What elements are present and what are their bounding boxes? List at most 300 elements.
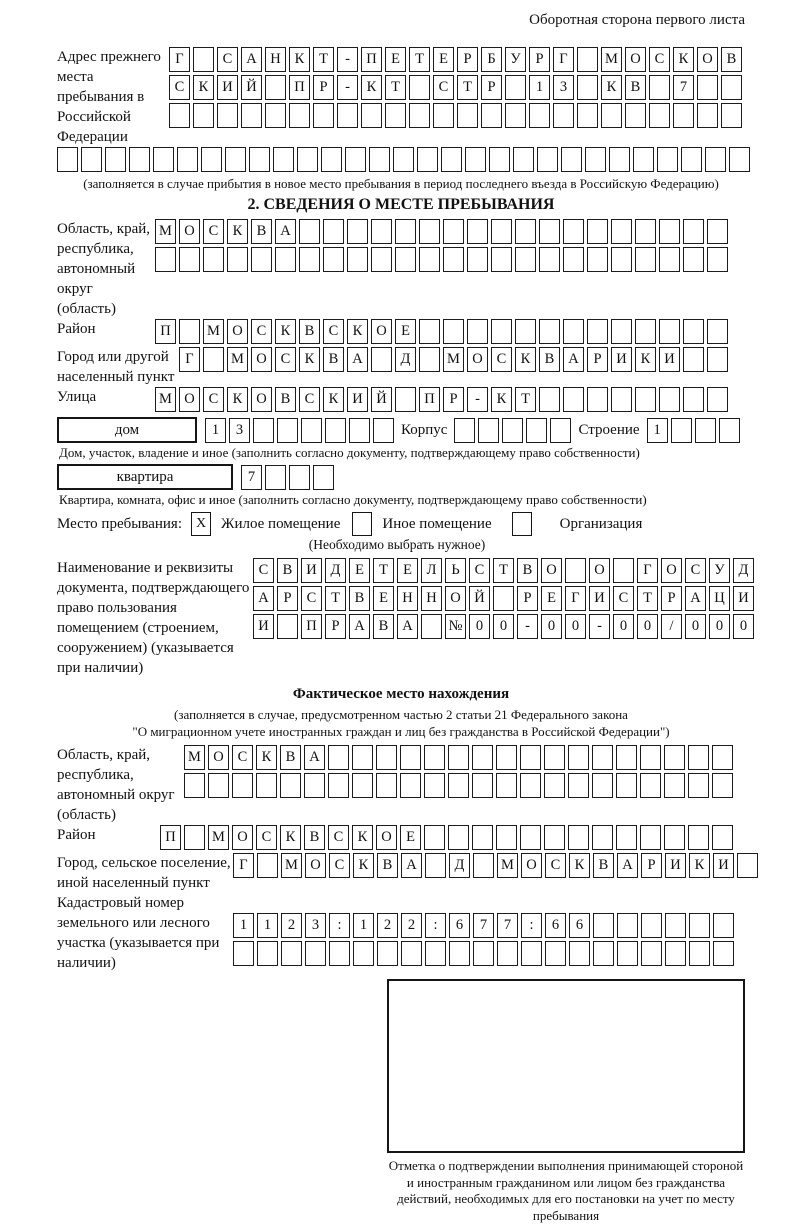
char-cell[interactable]	[299, 247, 320, 272]
char-cell[interactable]	[184, 825, 205, 850]
char-cell[interactable]	[659, 247, 680, 272]
char-cell[interactable]: К	[353, 853, 374, 878]
char-cell[interactable]	[673, 103, 694, 128]
char-cell[interactable]	[664, 773, 685, 798]
char-cell[interactable]: И	[665, 853, 686, 878]
char-cell[interactable]: Е	[433, 47, 454, 72]
char-cell[interactable]	[721, 103, 742, 128]
char-cell[interactable]: :	[329, 913, 350, 938]
char-cell[interactable]	[521, 941, 542, 966]
char-cell[interactable]	[671, 418, 692, 443]
char-cell[interactable]: О	[445, 586, 466, 611]
char-cell[interactable]: К	[361, 75, 382, 100]
char-cell[interactable]: С	[433, 75, 454, 100]
char-cell[interactable]	[424, 745, 445, 770]
char-cell[interactable]	[496, 825, 517, 850]
char-cell[interactable]: Т	[409, 47, 430, 72]
char-cell[interactable]	[688, 773, 709, 798]
char-cell[interactable]: Р	[443, 387, 464, 412]
char-cell[interactable]	[563, 219, 584, 244]
char-cell[interactable]: В	[593, 853, 614, 878]
char-cell[interactable]	[587, 219, 608, 244]
char-cell[interactable]	[347, 219, 368, 244]
char-cell[interactable]: Й	[371, 387, 392, 412]
char-cell[interactable]: 0	[493, 614, 514, 639]
char-cell[interactable]: С	[328, 825, 349, 850]
char-cell[interactable]: П	[361, 47, 382, 72]
char-cell[interactable]: 0	[733, 614, 754, 639]
char-cell[interactable]	[592, 773, 613, 798]
char-cell[interactable]: 0	[565, 614, 586, 639]
char-cell[interactable]	[257, 853, 278, 878]
char-cell[interactable]: Е	[385, 47, 406, 72]
char-cell[interactable]	[544, 745, 565, 770]
char-cell[interactable]	[369, 147, 390, 172]
char-cell[interactable]	[544, 773, 565, 798]
char-cell[interactable]: О	[232, 825, 253, 850]
char-cell[interactable]: 3	[305, 913, 326, 938]
char-cell[interactable]	[665, 941, 686, 966]
char-cell[interactable]	[688, 825, 709, 850]
char-cell[interactable]	[587, 319, 608, 344]
char-cell[interactable]: Н	[421, 586, 442, 611]
char-cell[interactable]	[616, 773, 637, 798]
char-cell[interactable]: Ц	[709, 586, 730, 611]
char-cell[interactable]: М	[203, 319, 224, 344]
char-cell[interactable]	[481, 103, 502, 128]
char-cell[interactable]	[520, 773, 541, 798]
char-cell[interactable]	[707, 347, 728, 372]
char-cell[interactable]	[505, 103, 526, 128]
char-cell[interactable]	[409, 103, 430, 128]
char-cell[interactable]	[400, 773, 421, 798]
char-cell[interactable]	[664, 825, 685, 850]
char-cell[interactable]: А	[253, 586, 274, 611]
char-cell[interactable]: С	[251, 319, 272, 344]
char-cell[interactable]	[609, 147, 630, 172]
char-cell[interactable]: В	[304, 825, 325, 850]
char-cell[interactable]: В	[277, 558, 298, 583]
char-cell[interactable]: К	[601, 75, 622, 100]
char-cell[interactable]	[601, 103, 622, 128]
char-cell[interactable]: Д	[395, 347, 416, 372]
char-cell[interactable]: Г	[553, 47, 574, 72]
char-cell[interactable]: 1	[353, 913, 374, 938]
char-cell[interactable]	[473, 853, 494, 878]
char-cell[interactable]: С	[203, 219, 224, 244]
char-cell[interactable]	[681, 147, 702, 172]
char-cell[interactable]	[635, 247, 656, 272]
char-cell[interactable]	[496, 773, 517, 798]
char-cell[interactable]	[419, 319, 440, 344]
char-cell[interactable]: 2	[401, 913, 422, 938]
char-cell[interactable]: А	[304, 745, 325, 770]
char-cell[interactable]: 1	[257, 913, 278, 938]
char-cell[interactable]: 6	[569, 913, 590, 938]
char-cell[interactable]: П	[160, 825, 181, 850]
char-cell[interactable]	[616, 825, 637, 850]
char-cell[interactable]: Г	[637, 558, 658, 583]
char-cell[interactable]	[613, 558, 634, 583]
char-cell[interactable]	[489, 147, 510, 172]
char-cell[interactable]	[441, 147, 462, 172]
char-cell[interactable]	[493, 586, 514, 611]
char-cell[interactable]	[649, 103, 670, 128]
char-cell[interactable]	[537, 147, 558, 172]
char-cell[interactable]	[707, 219, 728, 244]
char-cell[interactable]	[297, 147, 318, 172]
char-cell[interactable]	[561, 147, 582, 172]
char-cell[interactable]: Е	[397, 558, 418, 583]
char-cell[interactable]: О	[697, 47, 718, 72]
char-cell[interactable]	[153, 147, 174, 172]
char-cell[interactable]: 1	[529, 75, 550, 100]
char-cell[interactable]: О	[251, 387, 272, 412]
char-cell[interactable]: С	[232, 745, 253, 770]
char-cell[interactable]: У	[709, 558, 730, 583]
char-cell[interactable]	[323, 219, 344, 244]
char-cell[interactable]: Р	[457, 47, 478, 72]
char-cell[interactable]	[448, 825, 469, 850]
char-cell[interactable]: И	[713, 853, 734, 878]
char-cell[interactable]	[419, 247, 440, 272]
char-cell[interactable]	[611, 319, 632, 344]
char-cell[interactable]	[568, 825, 589, 850]
char-cell[interactable]	[329, 941, 350, 966]
char-cell[interactable]	[193, 103, 214, 128]
char-cell[interactable]	[577, 47, 598, 72]
char-cell[interactable]	[593, 941, 614, 966]
char-cell[interactable]	[713, 941, 734, 966]
char-cell[interactable]: Р	[641, 853, 662, 878]
char-cell[interactable]	[569, 941, 590, 966]
char-cell[interactable]	[491, 219, 512, 244]
char-cell[interactable]	[179, 247, 200, 272]
char-cell[interactable]	[373, 418, 394, 443]
char-cell[interactable]	[337, 103, 358, 128]
char-cell[interactable]: И	[253, 614, 274, 639]
char-cell[interactable]: А	[347, 347, 368, 372]
char-cell[interactable]	[683, 247, 704, 272]
char-cell[interactable]: П	[289, 75, 310, 100]
char-cell[interactable]	[539, 319, 560, 344]
char-cell[interactable]: Г	[565, 586, 586, 611]
char-cell[interactable]: /	[661, 614, 682, 639]
char-cell[interactable]	[640, 745, 661, 770]
char-cell[interactable]: К	[347, 319, 368, 344]
char-cell[interactable]	[265, 75, 286, 100]
char-cell[interactable]: Д	[733, 558, 754, 583]
char-cell[interactable]: Т	[493, 558, 514, 583]
char-cell[interactable]: Г	[179, 347, 200, 372]
char-cell[interactable]: С	[253, 558, 274, 583]
char-cell[interactable]	[467, 247, 488, 272]
char-cell[interactable]	[502, 418, 523, 443]
char-cell[interactable]	[323, 247, 344, 272]
checkbox-residential[interactable]: X	[191, 512, 211, 536]
char-cell[interactable]: Е	[349, 558, 370, 583]
char-cell[interactable]	[659, 387, 680, 412]
char-cell[interactable]: С	[203, 387, 224, 412]
char-cell[interactable]	[539, 387, 560, 412]
char-cell[interactable]	[737, 853, 758, 878]
char-cell[interactable]: О	[208, 745, 229, 770]
char-cell[interactable]: С	[275, 347, 296, 372]
char-cell[interactable]	[299, 219, 320, 244]
char-cell[interactable]	[376, 773, 397, 798]
char-cell[interactable]	[376, 745, 397, 770]
char-cell[interactable]	[520, 825, 541, 850]
char-cell[interactable]: О	[467, 347, 488, 372]
char-cell[interactable]: -	[589, 614, 610, 639]
char-cell[interactable]	[659, 319, 680, 344]
char-cell[interactable]	[201, 147, 222, 172]
char-cell[interactable]	[635, 219, 656, 244]
char-cell[interactable]	[395, 247, 416, 272]
char-cell[interactable]: С	[323, 319, 344, 344]
char-cell[interactable]: О	[305, 853, 326, 878]
char-cell[interactable]: К	[256, 745, 277, 770]
char-cell[interactable]: А	[563, 347, 584, 372]
char-cell[interactable]: А	[397, 614, 418, 639]
char-cell[interactable]	[659, 219, 680, 244]
char-cell[interactable]	[729, 147, 750, 172]
char-cell[interactable]	[649, 75, 670, 100]
char-cell[interactable]	[683, 387, 704, 412]
char-cell[interactable]	[617, 941, 638, 966]
char-cell[interactable]: К	[289, 47, 310, 72]
char-cell[interactable]	[225, 147, 246, 172]
char-cell[interactable]: Н	[397, 586, 418, 611]
char-cell[interactable]: Й	[469, 586, 490, 611]
char-cell[interactable]	[265, 103, 286, 128]
char-cell[interactable]: В	[299, 319, 320, 344]
char-cell[interactable]	[611, 219, 632, 244]
char-cell[interactable]	[417, 147, 438, 172]
char-cell[interactable]: А	[275, 219, 296, 244]
char-cell[interactable]: В	[625, 75, 646, 100]
char-cell[interactable]	[513, 147, 534, 172]
char-cell[interactable]: К	[491, 387, 512, 412]
char-cell[interactable]	[352, 773, 373, 798]
char-cell[interactable]: Ь	[445, 558, 466, 583]
char-cell[interactable]	[529, 103, 550, 128]
char-cell[interactable]: О	[371, 319, 392, 344]
char-cell[interactable]	[448, 773, 469, 798]
char-cell[interactable]	[193, 47, 214, 72]
char-cell[interactable]: А	[617, 853, 638, 878]
char-cell[interactable]: Т	[373, 558, 394, 583]
char-cell[interactable]	[688, 745, 709, 770]
char-cell[interactable]	[393, 147, 414, 172]
char-cell[interactable]: О	[521, 853, 542, 878]
char-cell[interactable]: Т	[637, 586, 658, 611]
char-cell[interactable]	[361, 103, 382, 128]
char-cell[interactable]	[565, 558, 586, 583]
char-cell[interactable]	[179, 319, 200, 344]
char-cell[interactable]: Г	[169, 47, 190, 72]
char-cell[interactable]	[505, 75, 526, 100]
char-cell[interactable]: К	[280, 825, 301, 850]
char-cell[interactable]: 2	[377, 913, 398, 938]
char-cell[interactable]: Е	[395, 319, 416, 344]
char-cell[interactable]: И	[611, 347, 632, 372]
char-cell[interactable]	[657, 147, 678, 172]
char-cell[interactable]	[496, 745, 517, 770]
char-cell[interactable]	[313, 103, 334, 128]
char-cell[interactable]	[515, 219, 536, 244]
char-cell[interactable]: Р	[529, 47, 550, 72]
char-cell[interactable]	[545, 941, 566, 966]
char-cell[interactable]	[491, 247, 512, 272]
char-cell[interactable]: К	[299, 347, 320, 372]
char-cell[interactable]	[539, 219, 560, 244]
char-cell[interactable]: О	[251, 347, 272, 372]
char-cell[interactable]: М	[155, 387, 176, 412]
char-cell[interactable]: :	[425, 913, 446, 938]
char-cell[interactable]	[81, 147, 102, 172]
char-cell[interactable]: О	[179, 219, 200, 244]
char-cell[interactable]: О	[625, 47, 646, 72]
char-cell[interactable]: А	[685, 586, 706, 611]
char-cell[interactable]	[433, 103, 454, 128]
char-cell[interactable]	[409, 75, 430, 100]
char-cell[interactable]	[625, 103, 646, 128]
char-cell[interactable]	[640, 773, 661, 798]
char-cell[interactable]	[563, 247, 584, 272]
char-cell[interactable]	[568, 773, 589, 798]
char-cell[interactable]	[705, 147, 726, 172]
char-cell[interactable]: К	[275, 319, 296, 344]
char-cell[interactable]: В	[251, 219, 272, 244]
char-cell[interactable]	[472, 745, 493, 770]
char-cell[interactable]: О	[589, 558, 610, 583]
char-cell[interactable]	[281, 941, 302, 966]
char-cell[interactable]	[550, 418, 571, 443]
char-cell[interactable]	[217, 103, 238, 128]
char-cell[interactable]	[664, 745, 685, 770]
char-cell[interactable]: 7	[497, 913, 518, 938]
char-cell[interactable]	[280, 773, 301, 798]
char-cell[interactable]	[592, 745, 613, 770]
char-cell[interactable]	[515, 247, 536, 272]
char-cell[interactable]: :	[521, 913, 542, 938]
char-cell[interactable]	[371, 347, 392, 372]
char-cell[interactable]	[233, 941, 254, 966]
char-cell[interactable]: С	[469, 558, 490, 583]
char-cell[interactable]: 0	[637, 614, 658, 639]
char-cell[interactable]	[257, 941, 278, 966]
char-cell[interactable]	[491, 319, 512, 344]
char-cell[interactable]	[640, 825, 661, 850]
char-cell[interactable]	[641, 913, 662, 938]
char-cell[interactable]	[256, 773, 277, 798]
char-cell[interactable]: О	[376, 825, 397, 850]
char-cell[interactable]	[400, 745, 421, 770]
char-cell[interactable]	[345, 147, 366, 172]
char-cell[interactable]: В	[539, 347, 560, 372]
char-cell[interactable]	[249, 147, 270, 172]
char-cell[interactable]	[617, 913, 638, 938]
char-cell[interactable]: В	[373, 614, 394, 639]
char-cell[interactable]: К	[193, 75, 214, 100]
char-cell[interactable]: 7	[673, 75, 694, 100]
char-cell[interactable]: У	[505, 47, 526, 72]
char-cell[interactable]: К	[227, 387, 248, 412]
char-cell[interactable]	[385, 103, 406, 128]
char-cell[interactable]	[467, 319, 488, 344]
char-cell[interactable]	[593, 913, 614, 938]
char-cell[interactable]: К	[689, 853, 710, 878]
char-cell[interactable]	[585, 147, 606, 172]
char-cell[interactable]: С	[256, 825, 277, 850]
char-cell[interactable]: Р	[517, 586, 538, 611]
char-cell[interactable]	[347, 247, 368, 272]
char-cell[interactable]	[443, 219, 464, 244]
char-cell[interactable]: Р	[313, 75, 334, 100]
char-cell[interactable]: 0	[685, 614, 706, 639]
char-cell[interactable]: 7	[473, 913, 494, 938]
char-cell[interactable]	[697, 75, 718, 100]
char-cell[interactable]: 1	[647, 418, 668, 443]
char-cell[interactable]	[275, 247, 296, 272]
char-cell[interactable]: Л	[421, 558, 442, 583]
char-cell[interactable]: С	[217, 47, 238, 72]
char-cell[interactable]: 0	[709, 614, 730, 639]
char-cell[interactable]	[448, 745, 469, 770]
char-cell[interactable]	[472, 773, 493, 798]
char-cell[interactable]: 0	[613, 614, 634, 639]
char-cell[interactable]	[515, 319, 536, 344]
char-cell[interactable]: В	[323, 347, 344, 372]
char-cell[interactable]	[425, 853, 446, 878]
char-cell[interactable]	[457, 103, 478, 128]
char-cell[interactable]	[277, 418, 298, 443]
char-cell[interactable]	[544, 825, 565, 850]
char-cell[interactable]: 3	[229, 418, 250, 443]
char-cell[interactable]	[395, 387, 416, 412]
char-cell[interactable]	[697, 103, 718, 128]
char-cell[interactable]	[424, 825, 445, 850]
char-cell[interactable]	[129, 147, 150, 172]
char-cell[interactable]: М	[443, 347, 464, 372]
char-cell[interactable]: М	[208, 825, 229, 850]
char-cell[interactable]	[719, 418, 740, 443]
char-cell[interactable]	[349, 418, 370, 443]
char-cell[interactable]: С	[613, 586, 634, 611]
char-cell[interactable]	[641, 941, 662, 966]
char-cell[interactable]: С	[299, 387, 320, 412]
char-cell[interactable]	[105, 147, 126, 172]
char-cell[interactable]	[353, 941, 374, 966]
char-cell[interactable]	[184, 773, 205, 798]
char-cell[interactable]: Т	[313, 47, 334, 72]
char-cell[interactable]	[169, 103, 190, 128]
char-cell[interactable]	[587, 387, 608, 412]
char-cell[interactable]	[401, 941, 422, 966]
char-cell[interactable]	[305, 941, 326, 966]
char-cell[interactable]	[425, 941, 446, 966]
char-cell[interactable]	[707, 319, 728, 344]
char-cell[interactable]	[289, 103, 310, 128]
char-cell[interactable]	[633, 147, 654, 172]
char-cell[interactable]: 0	[541, 614, 562, 639]
char-cell[interactable]	[277, 614, 298, 639]
char-cell[interactable]	[443, 247, 464, 272]
char-cell[interactable]	[478, 418, 499, 443]
char-cell[interactable]: Е	[400, 825, 421, 850]
char-cell[interactable]	[472, 825, 493, 850]
